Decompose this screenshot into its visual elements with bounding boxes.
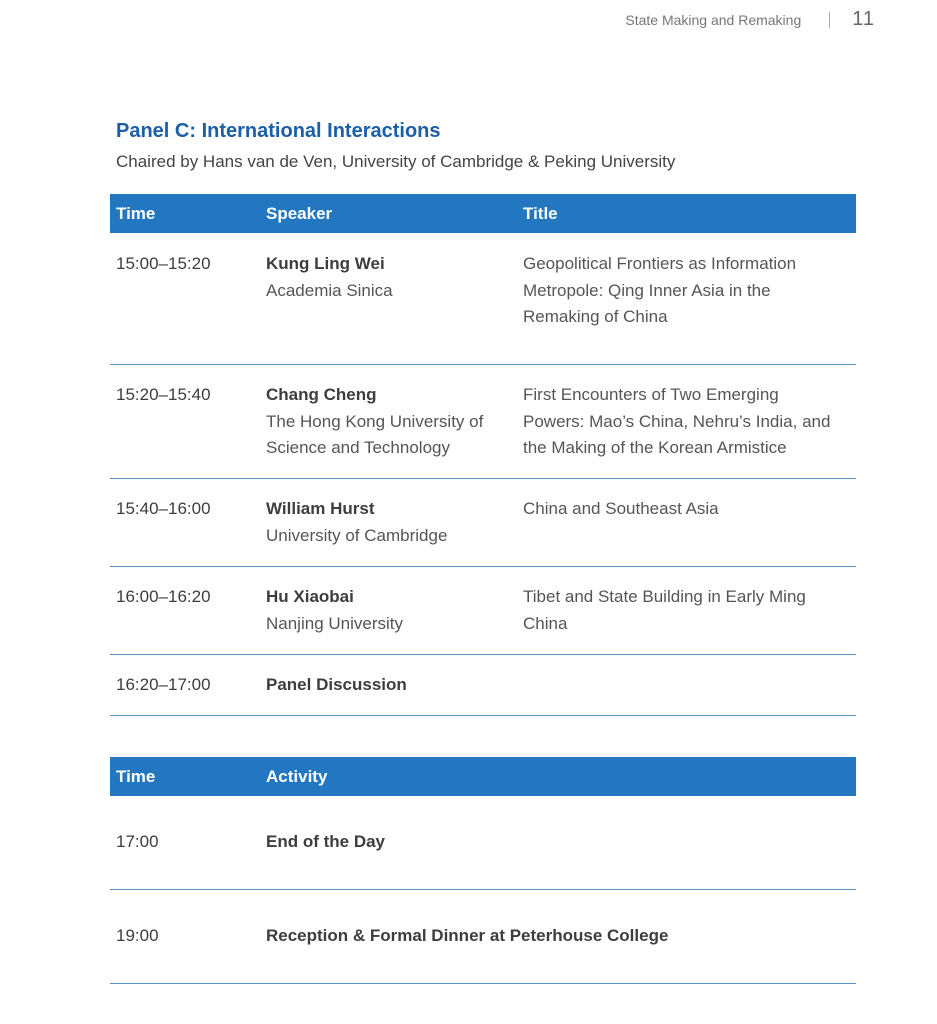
panel-chair: Chaired by Hans van de Ven, University of Cambridge & Peking University xyxy=(116,152,676,171)
activity-schedule-table xyxy=(110,757,856,984)
panel-title: Panel C: International Interactions xyxy=(116,120,441,142)
speaker-affiliation: University of Cambridge xyxy=(266,525,448,545)
table-row xyxy=(110,655,856,716)
table-row xyxy=(110,796,856,890)
session-time: 15:00–15:20 xyxy=(110,233,260,365)
speaker-cell xyxy=(260,233,517,365)
speaker-name: Panel Discussion xyxy=(266,675,407,694)
table-header-row xyxy=(110,194,856,233)
talk-title: Geopolitical Frontiers as Information Metropole: Qing Inner Asia in the Remaking of China xyxy=(517,233,856,365)
session-time: 16:20–17:00 xyxy=(110,655,260,716)
activity-name: Reception & Formal Dinner at Peterhouse College xyxy=(260,890,856,984)
table-row xyxy=(110,233,856,365)
activity-time: 19:00 xyxy=(110,890,260,984)
speaker-cell xyxy=(260,655,517,716)
activity-name: End of the Day xyxy=(260,796,856,890)
running-title: State Making and Remaking xyxy=(625,11,802,28)
talk-title: China and Southeast Asia xyxy=(517,479,856,567)
panel-schedule-table xyxy=(110,194,856,716)
session-time: 15:40–16:00 xyxy=(110,479,260,567)
column-header-time: Time xyxy=(110,757,260,796)
page-header xyxy=(625,8,875,31)
speaker-affiliation: Nanjing University xyxy=(266,613,403,633)
table-row xyxy=(110,479,856,567)
speaker-cell xyxy=(260,365,517,479)
speaker-affiliation: The Hong Kong University of Science and Technology xyxy=(266,411,484,457)
speaker-cell xyxy=(260,567,517,655)
column-header-activity: Activity xyxy=(260,757,856,796)
speaker-affiliation: Academia Sinica xyxy=(266,280,393,300)
table-header-row xyxy=(110,757,856,796)
speaker-cell xyxy=(260,479,517,567)
table-row xyxy=(110,365,856,479)
talk-title: Tibet and State Building in Early Ming China xyxy=(517,567,856,655)
page-number: 11 xyxy=(852,8,875,30)
header-divider xyxy=(829,12,830,28)
column-header-title: Title xyxy=(517,194,856,233)
table-row xyxy=(110,567,856,655)
speaker-name: Hu Xiaobai xyxy=(266,587,354,606)
column-header-time: Time xyxy=(110,194,260,233)
speaker-name: Chang Cheng xyxy=(266,385,377,404)
column-header-speaker: Speaker xyxy=(260,194,517,233)
speaker-name: Kung Ling Wei xyxy=(266,254,385,273)
activity-time: 17:00 xyxy=(110,796,260,890)
session-time: 16:00–16:20 xyxy=(110,567,260,655)
talk-title xyxy=(517,655,856,716)
table-row xyxy=(110,890,856,984)
session-time: 15:20–15:40 xyxy=(110,365,260,479)
talk-title: First Encounters of Two Emerging Powers: Mao’s China, Nehru’s India, and the Making of the Korean Armistice xyxy=(517,365,856,479)
speaker-name: William Hurst xyxy=(266,499,375,518)
